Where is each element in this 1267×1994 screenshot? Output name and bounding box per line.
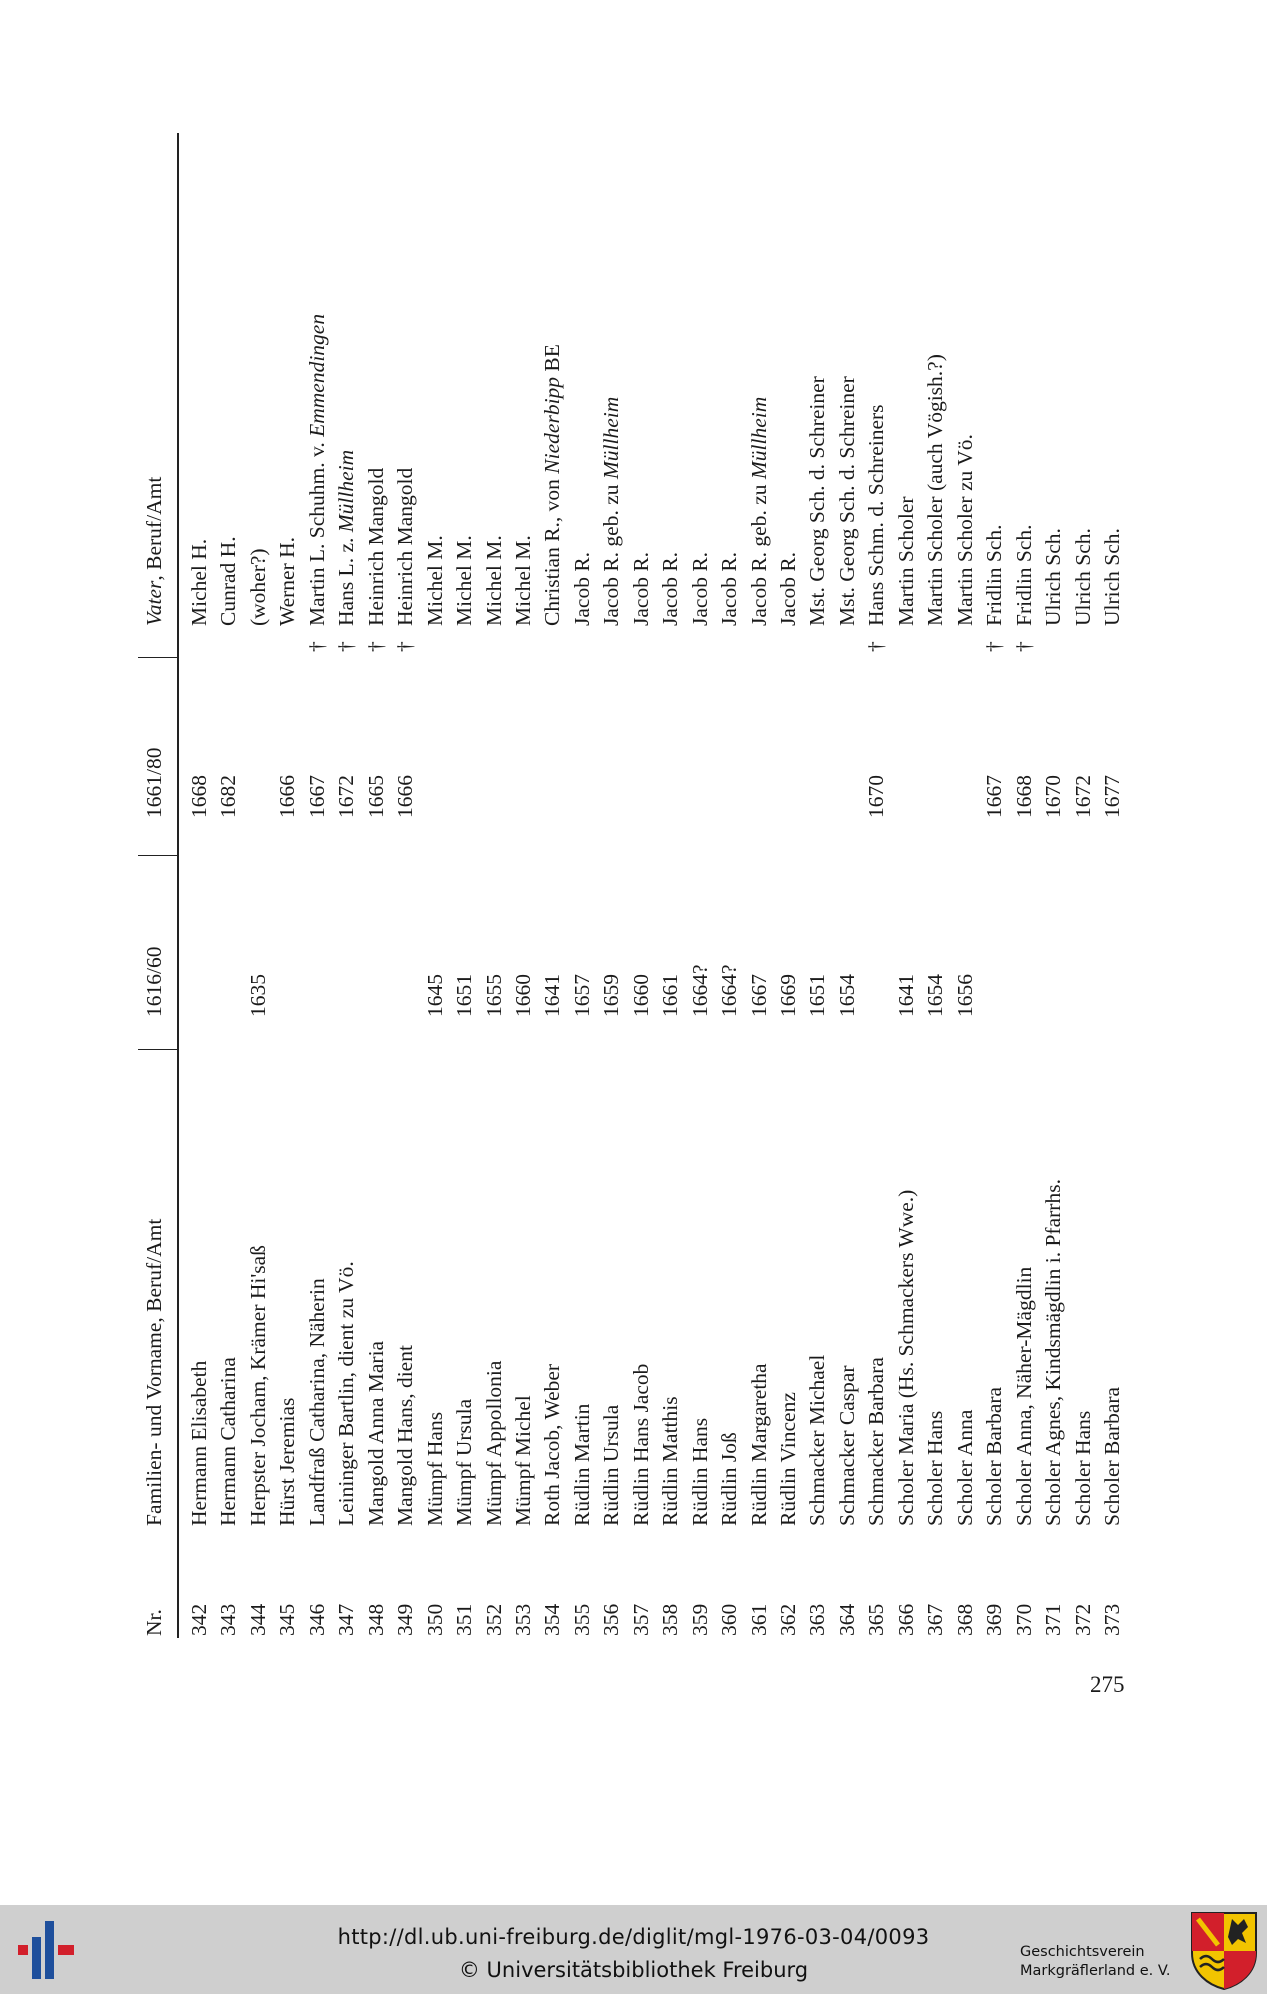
row-name: Rüdlin Matthis (658, 1396, 683, 1526)
row-name: Schmacker Barbara (864, 1357, 889, 1526)
row-nr: 369 (982, 1603, 1007, 1636)
row-vater (656, 136, 685, 626)
row-vater-text: (woher?) (245, 548, 270, 626)
coat-of-arms-icon (1188, 1909, 1260, 1991)
row-vater (1039, 136, 1068, 626)
row-year-1661-80: 1670 (864, 775, 889, 818)
column-divider-1 (138, 1049, 178, 1050)
row-nr: 362 (776, 1603, 800, 1636)
row-nr: 367 (923, 1603, 948, 1636)
row-vater-place: Emmendingen (304, 313, 329, 437)
table-row (745, 133, 774, 1638)
row-nr: 343 (216, 1603, 241, 1636)
table-row (627, 133, 656, 1638)
row-nr: 342 (187, 1603, 211, 1636)
row-year-1661-80: 1670 (1041, 775, 1066, 818)
row-vater-text: Jacob R. (776, 551, 800, 626)
row-nr: 366 (893, 1603, 918, 1636)
table-row (803, 133, 832, 1638)
row-vater (745, 136, 774, 626)
row-vater (980, 136, 1009, 626)
row-vater-place: Müllheim (746, 396, 771, 480)
row-vater-text: Michel M. (452, 535, 477, 626)
column-divider-2 (138, 855, 178, 856)
row-year-1616-60: 1667 (746, 974, 771, 1017)
header-1616-60: 1616/60 (142, 946, 166, 1017)
row-name: Mümpf Ursula (452, 1398, 477, 1526)
row-name: Rüdlin Hans Jacob (628, 1363, 653, 1526)
row-year-1616-60: 1657 (569, 974, 594, 1017)
row-vater (244, 136, 273, 626)
table-row (185, 133, 214, 1638)
register-table (138, 133, 1138, 1638)
row-year-1661-80: 1667 (304, 775, 329, 818)
row-name: Mangold Anna Maria (363, 1340, 388, 1526)
row-nr: 354 (540, 1603, 565, 1636)
row-vater-text: Michel M. (510, 535, 535, 626)
row-year-1661-80: 1667 (982, 775, 1007, 818)
row-vater (951, 136, 980, 626)
row-vater-text: Heinrich Mangold (393, 467, 418, 626)
page-number: 275 (1090, 1672, 1125, 1697)
row-vater-text: Ulrich Sch. (1070, 528, 1095, 626)
row-year-1661-80: 1677 (1099, 775, 1124, 818)
table-row (892, 133, 921, 1638)
row-vater (421, 136, 450, 626)
table-row (686, 133, 715, 1638)
row-vater-text: Jacob R. (687, 551, 712, 626)
row-vater-text: Martin L. Schuhm. v. (304, 436, 329, 626)
row-vater (450, 136, 479, 626)
row-vater-text: Hans L. z. (334, 532, 359, 626)
table-row (656, 133, 685, 1638)
row-vater-text: Jacob R. (628, 551, 653, 626)
row-dagger: † (363, 641, 388, 652)
row-name: Schmacker Michael (805, 1354, 830, 1526)
row-nr: 346 (304, 1603, 329, 1636)
row-nr: 349 (393, 1603, 418, 1636)
row-name: Scholer Anna (952, 1409, 977, 1526)
row-vater-text: Jacob R. (569, 551, 594, 626)
row-dagger: † (393, 641, 418, 652)
row-vater (362, 136, 391, 626)
row-vater-text: Mst. Georg Sch. d. Schreiner (834, 376, 859, 626)
row-dagger: † (982, 641, 1007, 652)
row-vater-text: Fridlin Sch. (1011, 524, 1036, 626)
row-nr: 371 (1041, 1603, 1066, 1636)
row-name: Mümpf Appollonia (481, 1360, 506, 1526)
header-name: Familien- und Vorname, Beruf/Amt (142, 1218, 166, 1526)
row-name: Scholer Agnes, Kindsmägdlin i. Pfarrhs. (1041, 1179, 1066, 1526)
row-name: Scholer Hans (923, 1410, 948, 1526)
row-vater (273, 136, 302, 626)
row-year-1616-60: 1651 (805, 974, 830, 1017)
row-year-1616-60: 1659 (599, 974, 624, 1017)
row-vater-suffix: BE (540, 344, 565, 377)
table-row (214, 133, 243, 1638)
row-year-1616-60: 1669 (776, 974, 800, 1017)
row-name: Rüdlin Margaretha (746, 1363, 771, 1526)
row-vater (1098, 136, 1127, 626)
row-name: Rüdlin Vincenz (776, 1392, 800, 1526)
row-vater-text: Ulrich Sch. (1041, 528, 1066, 626)
row-name: Scholer Maria (Hs. Schmackers Wwe.) (893, 1189, 918, 1526)
row-year-1616-60: 1645 (422, 974, 447, 1017)
row-name: Scholer Hans (1070, 1410, 1095, 1526)
row-nr: 358 (658, 1603, 683, 1636)
table-row (391, 133, 420, 1638)
society-line-2: Markgräflerland e. V. (1020, 1963, 1171, 1979)
row-year-1616-60: 1651 (452, 974, 477, 1017)
footer-url-link[interactable]: http://dl.ub.uni-freiburg.de/diglit/mgl-1976-03-04/0093 (337, 1925, 930, 1949)
row-vater (185, 136, 214, 626)
row-vater-text: Martin Scholer (893, 496, 918, 626)
table-row (568, 133, 597, 1638)
header-1661-80: 1661/80 (142, 747, 166, 818)
row-vater (715, 136, 744, 626)
row-vater-text: Christian R., von (540, 473, 565, 626)
row-name: Rüdlin Joß (717, 1432, 742, 1526)
row-vater (214, 136, 243, 626)
row-name: Hermann Elisabeth (187, 1360, 211, 1526)
row-name: Rüdlin Martin (569, 1403, 594, 1526)
row-nr: 361 (746, 1603, 771, 1636)
table-row (597, 133, 626, 1638)
row-dagger: † (304, 641, 329, 652)
row-vater-text: Michel H. (187, 538, 211, 626)
header-rule (177, 133, 179, 1638)
row-year-1661-80: 1668 (187, 775, 211, 818)
table-row (421, 133, 450, 1638)
row-year-1616-60: 1661 (658, 974, 683, 1017)
row-name: Leininger Bartlin, dient zu Vö. (334, 1261, 359, 1526)
row-nr: 351 (452, 1603, 477, 1636)
row-vater-place: Müllheim (334, 449, 359, 533)
table-row (303, 133, 332, 1638)
row-vater-text: Michel M. (422, 535, 447, 626)
row-vater-text: Jacob R. (717, 551, 742, 626)
row-vater-text: Michel M. (481, 535, 506, 626)
table-row (774, 133, 803, 1638)
row-dagger: † (334, 641, 359, 652)
table-row (362, 133, 391, 1638)
row-vater-text: Ulrich Sch. (1099, 528, 1124, 626)
table-row (715, 133, 744, 1638)
row-year-1661-80: 1668 (1011, 775, 1036, 818)
footer-bar (0, 1905, 1267, 1994)
column-divider-3 (138, 657, 178, 658)
row-vater (833, 136, 862, 626)
rotated-table-container (138, 133, 1138, 1638)
table-row (1010, 133, 1039, 1638)
row-name: Mümpf Michel (510, 1395, 535, 1526)
row-name: Mangold Hans, dient (393, 1345, 418, 1526)
table-row (509, 133, 538, 1638)
row-name: Rüdlin Ursula (599, 1404, 624, 1526)
row-nr: 364 (834, 1603, 859, 1636)
row-vater (480, 136, 509, 626)
row-name: Mümpf Hans (422, 1411, 447, 1526)
row-vater-place: Müllheim (599, 396, 624, 480)
header-nr: Nr. (142, 1609, 166, 1636)
table-row (450, 133, 479, 1638)
row-vater (774, 136, 803, 626)
row-nr: 372 (1070, 1603, 1095, 1636)
table-row (1098, 133, 1127, 1638)
row-vater-text: Hans Schm. d. Schreiners (864, 404, 889, 626)
row-dagger: † (864, 641, 889, 652)
table-row (833, 133, 862, 1638)
row-vater-text: Fridlin Sch. (982, 524, 1007, 626)
row-nr: 373 (1099, 1603, 1124, 1636)
row-nr: 357 (628, 1603, 653, 1636)
row-vater (1010, 136, 1039, 626)
society-name (1020, 1943, 1171, 1981)
row-nr: 359 (687, 1603, 712, 1636)
footer-copyright: © Universitätsbibliothek Freiburg (458, 1958, 809, 1982)
row-vater (597, 136, 626, 626)
row-vater (627, 136, 656, 626)
row-nr: 344 (245, 1603, 270, 1636)
table-row (244, 133, 273, 1638)
row-year-1661-80: 1665 (363, 775, 388, 818)
row-vater-text: Jacob R. (658, 551, 683, 626)
row-vater-text: Werner H. (275, 536, 300, 626)
row-nr: 345 (275, 1603, 300, 1636)
row-name: Scholer Barbara (982, 1386, 1007, 1526)
row-vater (1069, 136, 1098, 626)
row-nr: 352 (481, 1603, 506, 1636)
row-name: Herpster Jocham, Krämer Hi'saß (245, 1245, 270, 1526)
row-year-1616-60: 1655 (481, 974, 506, 1017)
row-nr: 348 (363, 1603, 388, 1636)
row-vater (391, 136, 420, 626)
row-vater (303, 136, 332, 626)
row-nr: 355 (569, 1603, 594, 1636)
row-nr: 360 (717, 1603, 742, 1636)
row-name: Schmacker Caspar (834, 1365, 859, 1526)
row-name: Hermann Catharina (216, 1357, 241, 1526)
row-vater-text: Heinrich Mangold (363, 467, 388, 626)
table-row (480, 133, 509, 1638)
row-vater-text: Jacob R. geb. zu (746, 479, 771, 626)
row-vater-text: Martin Scholer zu Vö. (952, 434, 977, 626)
table-row (1039, 133, 1068, 1638)
row-year-1661-80: 1666 (393, 775, 418, 818)
row-year-1661-80: 1672 (334, 775, 359, 818)
row-nr: 370 (1011, 1603, 1036, 1636)
row-nr: 356 (599, 1603, 624, 1636)
row-vater (538, 136, 567, 626)
row-name: Hürst Jeremias (275, 1397, 300, 1526)
row-vater (803, 136, 832, 626)
row-year-1616-60: 1635 (245, 974, 270, 1017)
row-dagger: † (1011, 641, 1036, 652)
row-nr: 353 (510, 1603, 535, 1636)
row-vater (509, 136, 538, 626)
row-year-1661-80: 1682 (216, 775, 241, 818)
row-nr: 347 (334, 1603, 359, 1636)
row-vater (892, 136, 921, 626)
row-nr: 363 (805, 1603, 830, 1636)
table-row (980, 133, 1009, 1638)
row-vater-place: Niederbipp (540, 376, 565, 474)
row-year-1616-60: 1664? (717, 964, 742, 1017)
row-vater (921, 136, 950, 626)
row-vater (862, 136, 891, 626)
table-row (332, 133, 361, 1638)
row-name: Roth Jacob, Weber (540, 1363, 565, 1526)
row-year-1616-60: 1660 (628, 974, 653, 1017)
table-row (921, 133, 950, 1638)
row-name: Rüdlin Hans (687, 1417, 712, 1526)
header-vater (138, 477, 170, 626)
row-name: Landfraß Catharina, Näherin (304, 1278, 329, 1526)
row-vater-text: Mst. Georg Sch. d. Schreiner (805, 376, 830, 626)
header-vater-rest: , Beruf/Amt (142, 476, 166, 581)
row-nr: 368 (952, 1603, 977, 1636)
row-year-1616-60: 1654 (834, 974, 859, 1017)
table-row (951, 133, 980, 1638)
row-nr: 350 (422, 1603, 447, 1636)
row-vater (332, 136, 361, 626)
row-year-1616-60: 1656 (952, 974, 977, 1017)
society-line-1: Geschichtsverein (1020, 1944, 1145, 1960)
row-year-1616-60: 1641 (540, 974, 565, 1017)
table-row (862, 133, 891, 1638)
row-year-1616-60: 1641 (893, 974, 918, 1017)
row-year-1661-80: 1672 (1070, 775, 1095, 818)
table-row (273, 133, 302, 1638)
row-name: Scholer Anna, Näher-Mägdlin (1011, 1266, 1036, 1526)
header-vater-italic: Vater (142, 580, 166, 626)
row-year-1616-60: 1654 (923, 974, 948, 1017)
table-row (538, 133, 567, 1638)
row-vater (686, 136, 715, 626)
row-vater-text: Cunrad H. (216, 536, 241, 626)
row-name: Scholer Barbara (1099, 1386, 1124, 1526)
row-year-1661-80: 1666 (275, 775, 300, 818)
row-year-1616-60: 1664? (687, 964, 712, 1017)
table-row (1069, 133, 1098, 1638)
row-year-1616-60: 1660 (510, 974, 535, 1017)
row-nr: 365 (864, 1603, 889, 1636)
row-vater-text: Jacob R. geb. zu (599, 479, 624, 626)
row-vater (568, 136, 597, 626)
row-vater-text: Martin Scholer (auch Vögish.?) (923, 354, 948, 626)
